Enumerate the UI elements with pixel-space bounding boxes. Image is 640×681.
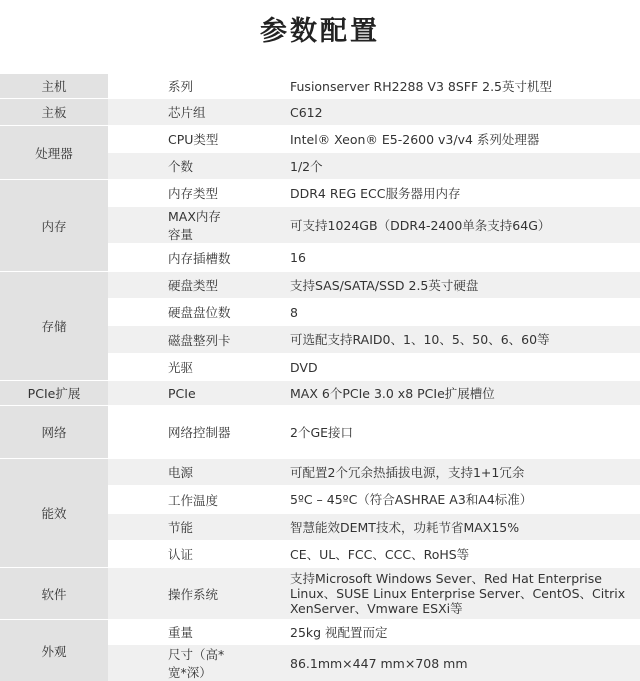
spec-key: 重量 [108, 620, 232, 645]
category-host: 主机 [0, 74, 108, 99]
spec-key: 内存插槽数 [108, 244, 232, 272]
spec-value: 可配置2个冗余热插拔电源，支持1+1冗余 [232, 459, 640, 486]
spec-key: 操作系统 [108, 568, 232, 620]
spec-key: PCIe [108, 381, 232, 406]
spec-key: 个数 [108, 153, 232, 180]
spec-value: 支持SAS/SATA/SSD 2.5英寸硬盘 [232, 272, 640, 299]
spec-value: 5ºC – 45ºC（符合ASHRAE A3和A4标准） [232, 486, 640, 514]
spec-value: CE、UL、FCC、CCC、RoHS等 [232, 541, 640, 568]
category-memory: 内存 [0, 180, 108, 272]
category-efficiency: 能效 [0, 459, 108, 568]
spec-value: Fusionserver RH2288 V3 8SFF 2.5英寸机型 [232, 74, 640, 99]
category-pcie: PCIe扩展 [0, 381, 108, 406]
spec-key: 认证 [108, 541, 232, 568]
spec-key: 光驱 [108, 354, 232, 381]
spec-value: DVD [232, 354, 640, 381]
category-appearance: 外观 [0, 620, 108, 681]
spec-value: 支持Microsoft Windows Sever、Red Hat Enterprise Linux、SUSE Linux Enterprise Server、CentOS、Citrix XenServer、Vmware ESXi等 [232, 568, 640, 620]
page-title: 参数配置 [0, 12, 640, 52]
spec-value: 86.1mm×447 mm×708 mm [232, 645, 640, 681]
spec-key: 工作温度 [108, 486, 232, 514]
spec-value: 可选配支持RAID0、1、10、5、50、6、60等 [232, 326, 640, 354]
spec-key: 尺寸（高*宽*深） [108, 645, 232, 681]
spec-key: 系列 [108, 74, 232, 99]
spec-key: 磁盘整列卡 [108, 326, 232, 354]
spec-key: 电源 [108, 459, 232, 486]
spec-value: 16 [232, 244, 640, 272]
spec-value: 智慧能效DEMT技术，功耗节省MAX15% [232, 514, 640, 541]
category-processor: 处理器 [0, 126, 108, 180]
category-motherboard: 主板 [0, 99, 108, 126]
spec-key: 节能 [108, 514, 232, 541]
spec-key: 芯片组 [108, 99, 232, 126]
spec-key: CPU类型 [108, 126, 232, 153]
category-storage: 存储 [0, 272, 108, 381]
spec-value: Intel® Xeon® E5-2600 v3/v4 系列处理器 [232, 126, 640, 153]
spec-value: 2个GE接口 [232, 406, 640, 459]
category-network: 网络 [0, 406, 108, 459]
spec-value: MAX 6个PCIe 3.0 x8 PCIe扩展槽位 [232, 381, 640, 406]
spec-value: 25kg 视配置而定 [232, 620, 640, 645]
spec-value: 8 [232, 299, 640, 326]
spec-table [0, 73, 640, 681]
spec-key: 硬盘盘位数 [108, 299, 232, 326]
spec-value: DDR4 REG ECC服务器用内存 [232, 180, 640, 207]
spec-value: C612 [232, 99, 640, 126]
spec-key: 硬盘类型 [108, 272, 232, 299]
spec-value: 可支持1024GB（DDR4-2400单条支持64G） [232, 207, 640, 244]
spec-key: MAX内存容量 [108, 207, 232, 244]
spec-key: 内存类型 [108, 180, 232, 207]
category-software: 软件 [0, 568, 108, 620]
spec-key: 网络控制器 [108, 406, 232, 459]
spec-value: 1/2个 [232, 153, 640, 180]
